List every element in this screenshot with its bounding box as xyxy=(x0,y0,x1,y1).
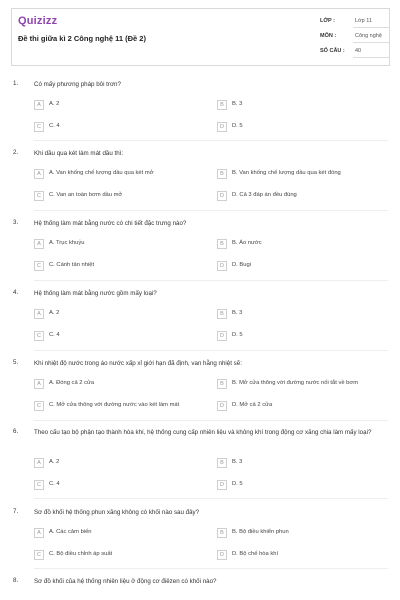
option-text: A. 2 xyxy=(49,310,60,316)
question-number: 8. xyxy=(13,577,19,584)
option-letter-badge: C xyxy=(34,401,44,411)
option-letter-badge: B xyxy=(217,100,227,110)
option-letter-badge: B xyxy=(217,309,227,319)
meta-value-count: 40 xyxy=(355,48,362,54)
option-text: A. 2 xyxy=(49,459,60,465)
option-letter-badge: A xyxy=(34,379,44,389)
option-text: B. Van khống chế lượng dầu qua két đóng xyxy=(232,170,341,176)
meta-label-subject: MÔN : xyxy=(320,33,337,39)
divider xyxy=(34,350,388,351)
option-text: C. Mở cửa thông với đường nước vào két làm mát xyxy=(49,402,180,408)
option-letter-badge: D xyxy=(217,401,227,411)
option-text: D. Bugi xyxy=(232,262,252,268)
option-letter-badge: D xyxy=(217,191,227,201)
divider xyxy=(34,420,388,421)
divider xyxy=(34,280,388,281)
option-letter-badge: A xyxy=(34,458,44,468)
option-text: B. 3 xyxy=(232,101,243,107)
divider xyxy=(34,568,388,569)
option-text: B. 3 xyxy=(232,310,243,316)
option-letter-badge: C xyxy=(34,331,44,341)
option-text: D. Mở cả 2 cửa xyxy=(232,402,273,408)
quizizz-logo: Quizizz xyxy=(18,15,58,27)
question-text: Khi dầu qua két làm mát dầu thì: xyxy=(34,150,124,157)
question-text: Theo cấu tạo bộ phận tạo thành hòa khí, hệ thống cung cấp nhiên liệu và không khí trong động cơ xăng chia làm mấy loại? xyxy=(34,429,372,436)
question-number: 7. xyxy=(13,508,19,515)
meta-underline xyxy=(353,42,389,43)
option-text: C. 4 xyxy=(49,481,60,487)
option-text: B. Bộ điều khiển phun xyxy=(232,529,289,535)
option-letter-badge: A xyxy=(34,239,44,249)
option-text: D. 5 xyxy=(232,123,243,129)
option-letter-badge: B xyxy=(217,458,227,468)
option-text: B. 3 xyxy=(232,459,243,465)
option-letter-badge: D xyxy=(217,331,227,341)
option-letter-badge: D xyxy=(217,261,227,271)
option-letter-badge: C xyxy=(34,122,44,132)
meta-label-count: SỐ CÂU : xyxy=(320,48,345,54)
option-text: C. Cánh tản nhiệt xyxy=(49,262,95,268)
option-letter-badge: D xyxy=(217,122,227,132)
meta-underline xyxy=(353,27,389,28)
divider xyxy=(34,210,388,211)
option-letter-badge: C xyxy=(34,480,44,490)
question-number: 2. xyxy=(13,149,19,156)
option-text: B. Mở cửa thông với đường nước nối tắt về bơm xyxy=(232,380,359,386)
option-text: D. Cả 3 đáp án đều đúng xyxy=(232,192,297,198)
option-text: A. Các cảm biến xyxy=(49,529,92,535)
question-text: Hệ thống làm mát bằng nước gồm mấy loại? xyxy=(34,290,157,297)
option-letter-badge: B xyxy=(217,169,227,179)
option-text: B. Áo nước xyxy=(232,240,262,246)
option-letter-badge: C xyxy=(34,261,44,271)
option-text: D. Bộ chế hòa khí xyxy=(232,551,279,557)
question-number: 5. xyxy=(13,359,19,366)
option-text: A. Đóng cả 2 cửa xyxy=(49,380,95,386)
option-letter-badge: B xyxy=(217,379,227,389)
question-text: Sơ đồ khối của hệ thống nhiên liệu ở động cơ điêzen có khối nào? xyxy=(34,578,217,585)
option-letter-badge: D xyxy=(217,480,227,490)
question-text: Hệ thống làm mát bằng nước có chi tiết đặc trưng nào? xyxy=(34,220,187,227)
option-letter-badge: B xyxy=(217,239,227,249)
question-number: 4. xyxy=(13,289,19,296)
option-letter-badge: D xyxy=(217,550,227,560)
option-text: A. Trục khuỷu xyxy=(49,240,85,246)
option-text: C. 4 xyxy=(49,332,60,338)
option-text: D. 5 xyxy=(232,481,243,487)
question-text: Có mấy phương pháp bôi trơn? xyxy=(34,81,121,88)
option-letter-badge: C xyxy=(34,191,44,201)
meta-value-subject: Công nghệ xyxy=(355,33,382,39)
divider xyxy=(34,140,388,141)
option-letter-badge: A xyxy=(34,100,44,110)
worksheet-header xyxy=(11,8,390,66)
question-text: Khi nhiệt độ nước trong áo nước xấp xỉ giới hạn đã định, van hằng nhiệt sẽ: xyxy=(34,360,242,367)
divider xyxy=(34,498,388,499)
option-text: C. Bộ điều chỉnh áp suất xyxy=(49,551,113,557)
option-letter-badge: B xyxy=(217,528,227,538)
option-letter-badge: A xyxy=(34,169,44,179)
question-number: 1. xyxy=(13,80,19,87)
meta-underline xyxy=(353,57,389,58)
option-letter-badge: C xyxy=(34,550,44,560)
option-text: C. 4 xyxy=(49,123,60,129)
meta-value-class: Lớp 11 xyxy=(355,18,372,24)
meta-label-class: LỚP : xyxy=(320,18,335,24)
worksheet-title: Đề thi giữa kì 2 Công nghệ 11 (Đề 2) xyxy=(18,34,146,43)
question-text: Sơ đồ khối hệ thống phun xăng không có khối nào sau đây? xyxy=(34,509,200,516)
option-text: D. 5 xyxy=(232,332,243,338)
option-text: A. 2 xyxy=(49,101,60,107)
option-text: A. Van khống chế lượng dầu qua két mở xyxy=(49,170,154,176)
option-letter-badge: A xyxy=(34,528,44,538)
option-letter-badge: A xyxy=(34,309,44,319)
option-text: C. Van an toàn bơm dầu mở xyxy=(49,192,123,198)
question-number: 6. xyxy=(13,428,19,435)
question-number: 3. xyxy=(13,219,19,226)
